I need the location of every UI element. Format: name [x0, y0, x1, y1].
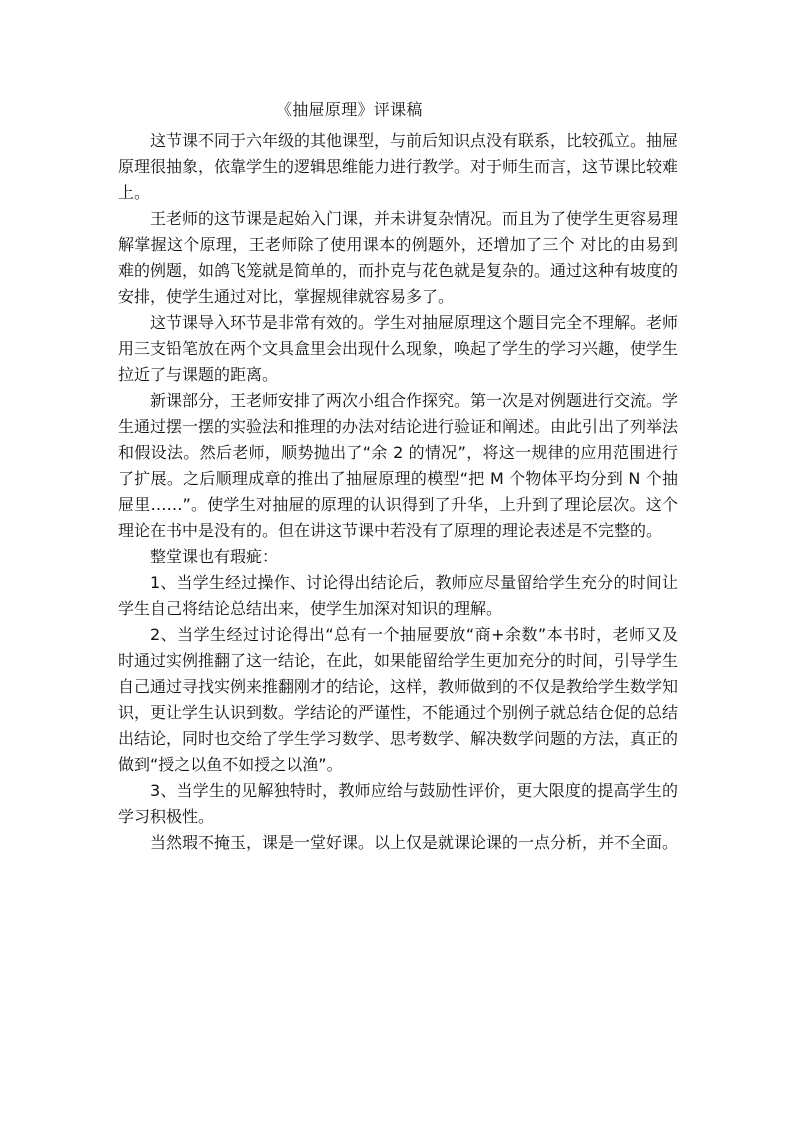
- paragraph: 整堂课也有瑕疵：: [150, 547, 279, 566]
- paragraph: 王老师的这节课是起始入门课，并未讲复杂情况。而且为了使学生更容易理解掌握这个原理，王老师除了使用课本的例题外，还增加了三个 对比的由易到难的例题，如鸽飞笼就是简单的，而扑克与花色就是复杂的。通过这种有坡度的安排，使学生通过对比，掌握规律就容易多了。: [118, 209, 679, 306]
- paragraph: 这节课导入环节是非常有效的。学生对抽屉原理这个题目完全不理解。老师用三支铅笔放在两个文具盒里会出现什么现象，唤起了学生的学习兴趣，使学生拉近了与课题的距离。: [118, 313, 679, 384]
- paragraph: 2、当学生经过讨论得出“总有一个抽屉要放“商+余数”本书时，老师又及时通过实例推翻了这一结论，在此，如果能留给学生更加充分的时间，引导学生自己通过寻找实例来推翻刚才的结论，这样，教师做到的不仅是教给学生数学知识，更让学生认识到数。学结论的严谨性，不能通过个别例子就总结仓促的总结出结论，同时也交给了学生学习数学、思考数学、解决数学问题的方法，真正的做到“授之以鱼不如授之以渔”。: [118, 625, 679, 774]
- paragraph: 当然瑕不掩玉，课是一堂好课。以上仅是就课论课的一点分析，并不全面。: [150, 833, 679, 852]
- paragraph: 新课部分，王老师安排了两次小组合作探究。第一次是对例题进行交流。学生通过摆一摆的实验法和推理的办法对结论进行验证和阐述。由此引出了列举法和假设法。然后老师，顺势抛出了“余 2 的情况”，将这一规律的应用范围进行了扩展。之后顺理成章的推出了抽屉原理的模型“把 M 个物体平均分到 N 个抽屉里……”。使学生对抽屉的原理的认识得到了升华，上升到了理论层次。这个理论在书中是没有的。但在讲这节课中若没有了原理的理论表述是不完整的。: [118, 391, 679, 540]
- paragraph: 3、当学生的见解独特时，教师应给与鼓励性评价，更大限度的提高学生的学习积极性。: [118, 781, 678, 826]
- document-title: 《抽屉原理》评课稿: [276, 100, 423, 119]
- document-body: [118, 128, 678, 856]
- paragraph: 1、当学生经过操作、讨论得出结论后，教师应尽量留给学生充分的时间让学生自己将结论总结出来，使学生加深对知识的理解。: [118, 573, 678, 618]
- paragraph: 这节课不同于六年级的其他课型，与前后知识点没有联系，比较孤立。抽屉原理很抽象，依靠学生的逻辑思维能力进行教学。对于师生而言，这节课比较难上。: [118, 131, 679, 202]
